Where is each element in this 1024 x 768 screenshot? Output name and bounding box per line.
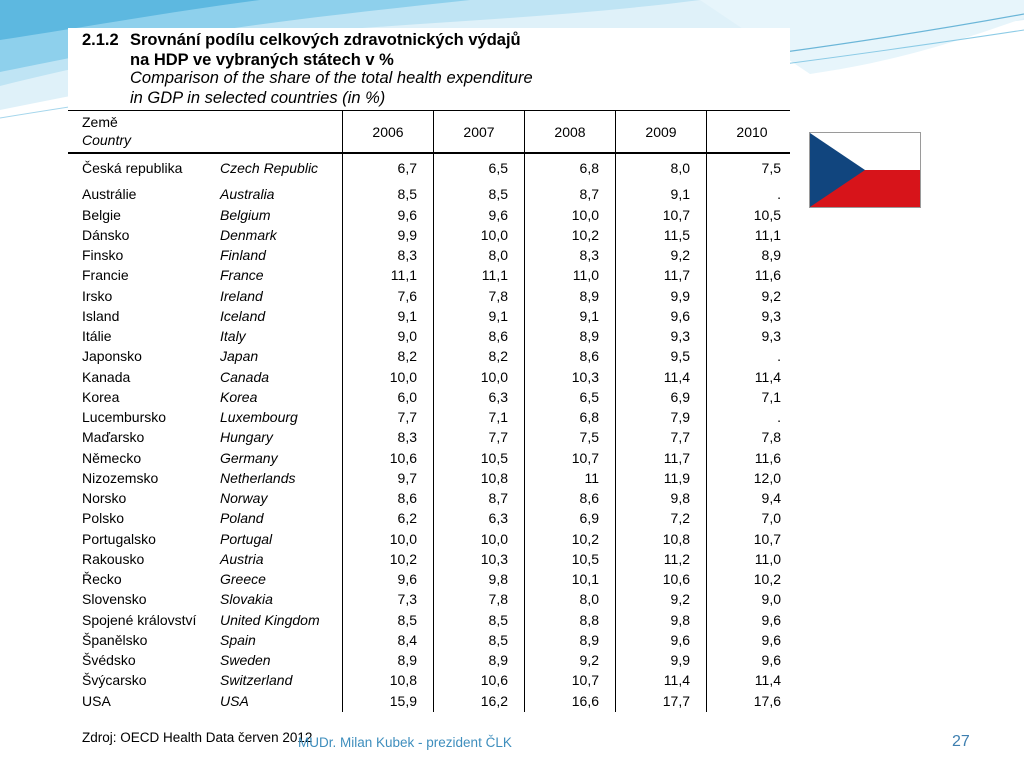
value-cell: 8,0 — [579, 591, 599, 608]
footer-author: MUDr. Milan Kubek - prezident ČLK — [298, 735, 512, 750]
value-cell: 8,6 — [488, 328, 508, 344]
table-row — [68, 589, 790, 609]
value-cell: 9,2 — [761, 287, 781, 304]
value-cell: 9,7 — [397, 469, 417, 486]
value-cell: 6,3 — [488, 388, 508, 405]
value-cell: 9,2 — [579, 652, 599, 668]
value-cell: 11,7 — [663, 267, 690, 284]
value-cell: 7,7 — [397, 409, 417, 425]
table-row — [68, 225, 790, 245]
title-english-line-1: Comparison of the share of the total health expenditure — [130, 69, 533, 87]
value-cell: 9,9 — [397, 226, 417, 243]
value-cell: 8,9 — [761, 247, 781, 263]
value-cell: 8,6 — [579, 348, 599, 365]
country-name-english: Czech Republic — [220, 160, 319, 176]
value-cell: 9,6 — [670, 307, 690, 324]
country-name-english: Ireland — [220, 287, 263, 304]
value-cell: 7,1 — [761, 388, 781, 405]
value-cell: 7,7 — [670, 429, 690, 446]
value-cell: 9,5 — [670, 348, 690, 365]
country-name-english: Australia — [220, 186, 275, 203]
value-cell: 8,9 — [579, 631, 599, 648]
value-cell: 10,5 — [571, 550, 599, 567]
country-name-czech: Austrálie — [82, 186, 137, 203]
country-name-czech: Island — [82, 307, 120, 324]
value-cell: 6,2 — [397, 510, 417, 527]
source-note: Zdroj: OECD Health Data červen 2012 — [82, 730, 313, 745]
value-cell: 17,6 — [753, 692, 781, 709]
value-cell: 11,4 — [663, 368, 690, 385]
value-cell: 8,5 — [488, 186, 508, 203]
value-cell: 9,1 — [397, 307, 417, 324]
value-cell: 8,3 — [397, 429, 417, 446]
table-row — [68, 549, 790, 569]
country-name-czech: Finsko — [82, 247, 124, 263]
table-row — [68, 326, 790, 346]
value-cell: 9,1 — [670, 186, 690, 203]
value-cell: 9,9 — [670, 652, 690, 668]
country-name-english: Poland — [220, 510, 264, 527]
value-cell: . — [777, 409, 781, 425]
value-cell: 10,7 — [753, 530, 781, 547]
value-cell: 11,6 — [754, 449, 781, 466]
country-name-english: Iceland — [220, 307, 266, 324]
value-cell: 9,2 — [670, 591, 690, 608]
value-cell: 6,9 — [579, 510, 599, 527]
value-cell: 10,3 — [480, 550, 508, 567]
value-cell: 11,0 — [754, 550, 781, 567]
country-name-english: Hungary — [220, 429, 273, 446]
value-cell: 6,7 — [397, 160, 417, 176]
table-row — [68, 346, 790, 366]
table-row — [68, 265, 790, 285]
country-name-english: Netherlands — [220, 469, 296, 486]
country-name-czech: Švédsko — [82, 652, 136, 668]
value-cell: . — [777, 186, 781, 203]
country-name-english: Spain — [220, 631, 256, 648]
value-cell: 10,0 — [480, 530, 508, 547]
value-cell: 8,4 — [397, 631, 417, 648]
country-name-czech: Belgie — [82, 206, 121, 223]
country-name-czech: Nizozemsko — [82, 469, 159, 486]
value-cell: 8,0 — [488, 247, 508, 263]
value-cell: 7,0 — [761, 510, 781, 527]
value-cell: 7,3 — [397, 591, 417, 608]
value-cell: 9,8 — [488, 571, 508, 587]
country-name-english: Italy — [220, 328, 246, 344]
value-cell: 7,7 — [488, 429, 508, 446]
value-cell: 6,3 — [488, 510, 508, 527]
value-cell: 11,1 — [390, 267, 417, 284]
value-cell: 9,1 — [579, 307, 599, 324]
table-row — [68, 367, 790, 387]
table-top-rule — [68, 110, 790, 111]
value-cell: 8,9 — [579, 328, 599, 344]
table-row — [68, 630, 790, 650]
value-cell: 9,6 — [488, 206, 508, 223]
table-row — [68, 184, 790, 204]
value-cell: 7,8 — [761, 429, 781, 446]
value-cell: 6,8 — [579, 409, 599, 425]
table-row — [68, 245, 790, 265]
value-cell: 10,6 — [662, 571, 690, 587]
value-cell: 10,8 — [480, 469, 508, 486]
value-cell: 10,5 — [480, 449, 508, 466]
value-cell: 11,1 — [481, 267, 508, 284]
value-cell: 9,9 — [670, 287, 690, 304]
country-name-english: Denmark — [220, 226, 277, 243]
country-name-czech: USA — [82, 692, 111, 709]
table-row — [68, 427, 790, 447]
page-number: 27 — [952, 733, 970, 750]
value-cell: 9,0 — [397, 328, 417, 344]
value-cell: 10,6 — [389, 449, 417, 466]
country-name-english: Belgium — [220, 206, 271, 223]
table-row — [68, 569, 790, 589]
header-country-czech: Země — [82, 114, 118, 130]
value-cell: 9,8 — [670, 611, 690, 628]
table-row — [68, 488, 790, 508]
table-row — [68, 650, 790, 670]
country-name-czech: Kanada — [82, 368, 131, 385]
value-cell: 10,2 — [389, 550, 417, 567]
document-page — [68, 28, 790, 748]
value-cell: 8,6 — [579, 490, 599, 506]
table-row — [68, 508, 790, 528]
value-cell: 7,9 — [670, 409, 690, 425]
value-cell: 10,2 — [571, 226, 599, 243]
value-cell: 11,7 — [663, 449, 690, 466]
value-cell: 8,5 — [488, 611, 508, 628]
value-cell: 7,1 — [488, 409, 508, 425]
table-row — [68, 610, 790, 630]
table-row — [68, 306, 790, 326]
value-cell: 6,5 — [488, 160, 508, 176]
value-cell: 10,2 — [571, 530, 599, 547]
value-cell: 10,2 — [753, 571, 781, 587]
value-cell: 9,0 — [761, 591, 781, 608]
value-cell: 10,3 — [571, 368, 599, 385]
header-year: 2010 — [736, 124, 768, 140]
header-bottom-rule — [68, 152, 790, 154]
value-cell: 8,3 — [397, 247, 417, 263]
title-english-line-2: in GDP in selected countries (in %) — [130, 89, 386, 107]
country-name-english: Luxembourg — [220, 409, 298, 425]
value-cell: 8,7 — [579, 186, 599, 203]
value-cell: 11,4 — [663, 672, 690, 689]
value-cell: 8,5 — [397, 611, 417, 628]
value-cell: 10,8 — [389, 672, 417, 689]
value-cell: 9,2 — [670, 247, 690, 263]
table-row — [68, 407, 790, 427]
value-cell: 11,4 — [754, 672, 781, 689]
country-name-czech: Itálie — [82, 328, 112, 344]
country-name-english: Slovakia — [220, 591, 273, 608]
country-name-czech: Slovensko — [82, 591, 147, 608]
country-name-czech: Česká republika — [82, 160, 183, 176]
value-cell: 9,4 — [761, 490, 781, 506]
value-cell: 9,3 — [761, 307, 781, 324]
table-row — [68, 387, 790, 407]
czech-flag-image — [809, 132, 921, 208]
country-name-czech: Polsko — [82, 510, 125, 527]
value-cell: 10,5 — [753, 206, 781, 223]
header-year: 2006 — [372, 124, 404, 140]
value-cell: 8,8 — [579, 611, 599, 628]
value-cell: 9,6 — [397, 571, 417, 587]
country-name-english: Norway — [220, 490, 268, 506]
value-cell: 8,2 — [488, 348, 508, 365]
country-name-czech: Norsko — [82, 490, 127, 506]
country-name-english: Germany — [220, 449, 278, 466]
table-row — [68, 448, 790, 468]
value-cell: 11,1 — [754, 226, 781, 243]
table-row — [68, 691, 790, 711]
value-cell: 8,7 — [488, 490, 508, 506]
value-cell: 8,9 — [579, 287, 599, 304]
table-row — [68, 158, 790, 178]
value-cell: 8,2 — [397, 348, 417, 365]
value-cell: 7,6 — [397, 287, 417, 304]
country-name-english: Portugal — [220, 530, 273, 547]
title-czech-line-2: na HDP ve vybraných státech v % — [130, 51, 394, 69]
country-name-english: Finland — [220, 247, 266, 263]
country-name-czech: Portugalsko — [82, 530, 156, 547]
value-cell: 11 — [584, 469, 599, 486]
table-row — [68, 670, 790, 690]
country-name-czech: Řecko — [82, 571, 122, 587]
value-cell: 6,9 — [670, 388, 690, 405]
country-name-english: Canada — [220, 368, 270, 385]
value-cell: 10,0 — [480, 226, 508, 243]
country-name-czech: Dánsko — [82, 226, 130, 243]
value-cell: 10,7 — [662, 206, 690, 223]
value-cell: 10,1 — [571, 571, 599, 587]
value-cell: 9,6 — [761, 631, 781, 648]
country-name-english: France — [220, 267, 264, 284]
country-name-english: Japan — [220, 348, 259, 365]
value-cell: 6,5 — [579, 388, 599, 405]
country-name-czech: Švýcarsko — [82, 672, 147, 689]
country-name-english: Korea — [220, 388, 258, 405]
value-cell: 9,6 — [761, 611, 781, 628]
country-name-czech: Španělsko — [82, 631, 148, 648]
value-cell: 9,3 — [670, 328, 690, 344]
country-name-english: Greece — [220, 571, 266, 587]
country-name-czech: Korea — [82, 388, 120, 405]
value-cell: 10,8 — [662, 530, 690, 547]
value-cell: 11,2 — [663, 550, 690, 567]
value-cell: 12,0 — [753, 469, 781, 486]
value-cell: 10,0 — [480, 368, 508, 385]
value-cell: 10,7 — [571, 672, 599, 689]
value-cell: 7,2 — [670, 510, 690, 527]
value-cell: 7,5 — [761, 160, 781, 176]
value-cell: 9,3 — [761, 328, 781, 344]
value-cell: 8,5 — [488, 631, 508, 648]
value-cell: 10,0 — [389, 368, 417, 385]
value-cell: 11,6 — [754, 267, 781, 284]
country-name-czech: Japonsko — [82, 348, 142, 365]
value-cell: 8,3 — [579, 247, 599, 263]
table-row — [68, 205, 790, 225]
value-cell: 11,4 — [754, 368, 781, 385]
country-name-english: Austria — [220, 550, 264, 567]
value-cell: 7,8 — [488, 591, 508, 608]
country-name-czech: Spojené království — [82, 611, 197, 628]
country-name-english: United Kingdom — [220, 611, 320, 628]
title-czech-line-1: Srovnání podílu celkových zdravotnických výdajů — [130, 31, 521, 49]
value-cell: 8,0 — [670, 160, 690, 176]
country-name-czech: Lucembursko — [82, 409, 167, 425]
header-year: 2009 — [645, 124, 677, 140]
country-name-czech: Irsko — [82, 287, 113, 304]
value-cell: 9,6 — [761, 652, 781, 668]
value-cell: 9,6 — [670, 631, 690, 648]
value-cell: 11,9 — [663, 469, 690, 486]
value-cell: 17,7 — [662, 692, 690, 709]
country-name-english: USA — [220, 692, 249, 709]
value-cell: 15,9 — [389, 692, 417, 709]
value-cell: 8,6 — [397, 490, 417, 506]
value-cell: 10,6 — [480, 672, 508, 689]
value-cell: 16,2 — [480, 692, 508, 709]
value-cell: 8,9 — [397, 652, 417, 668]
header-country-english: Country — [82, 132, 132, 148]
table-number: 2.1.2 — [82, 31, 119, 49]
value-cell: 7,5 — [579, 429, 599, 446]
value-cell: . — [777, 348, 781, 365]
value-cell: 8,5 — [397, 186, 417, 203]
country-name-czech: Maďarsko — [82, 429, 145, 446]
header-year: 2007 — [463, 124, 495, 140]
value-cell: 9,8 — [670, 490, 690, 506]
value-cell: 16,6 — [571, 692, 599, 709]
value-cell: 6,0 — [397, 388, 417, 405]
country-name-czech: Rakousko — [82, 550, 145, 567]
value-cell: 9,6 — [397, 206, 417, 223]
value-cell: 10,0 — [389, 530, 417, 547]
table-row — [68, 468, 790, 488]
table-row — [68, 529, 790, 549]
value-cell: 8,9 — [488, 652, 508, 668]
country-name-english: Sweden — [220, 652, 271, 668]
table-row — [68, 286, 790, 306]
value-cell: 11,0 — [572, 267, 599, 284]
value-cell: 11,5 — [663, 226, 690, 243]
value-cell: 10,0 — [571, 206, 599, 223]
value-cell: 9,1 — [488, 307, 508, 324]
country-name-czech: Německo — [82, 449, 142, 466]
country-name-czech: Francie — [82, 267, 129, 284]
value-cell: 6,8 — [579, 160, 599, 176]
country-name-english: Switzerland — [220, 672, 293, 689]
value-cell: 10,7 — [571, 449, 599, 466]
value-cell: 7,8 — [488, 287, 508, 304]
header-year: 2008 — [554, 124, 586, 140]
